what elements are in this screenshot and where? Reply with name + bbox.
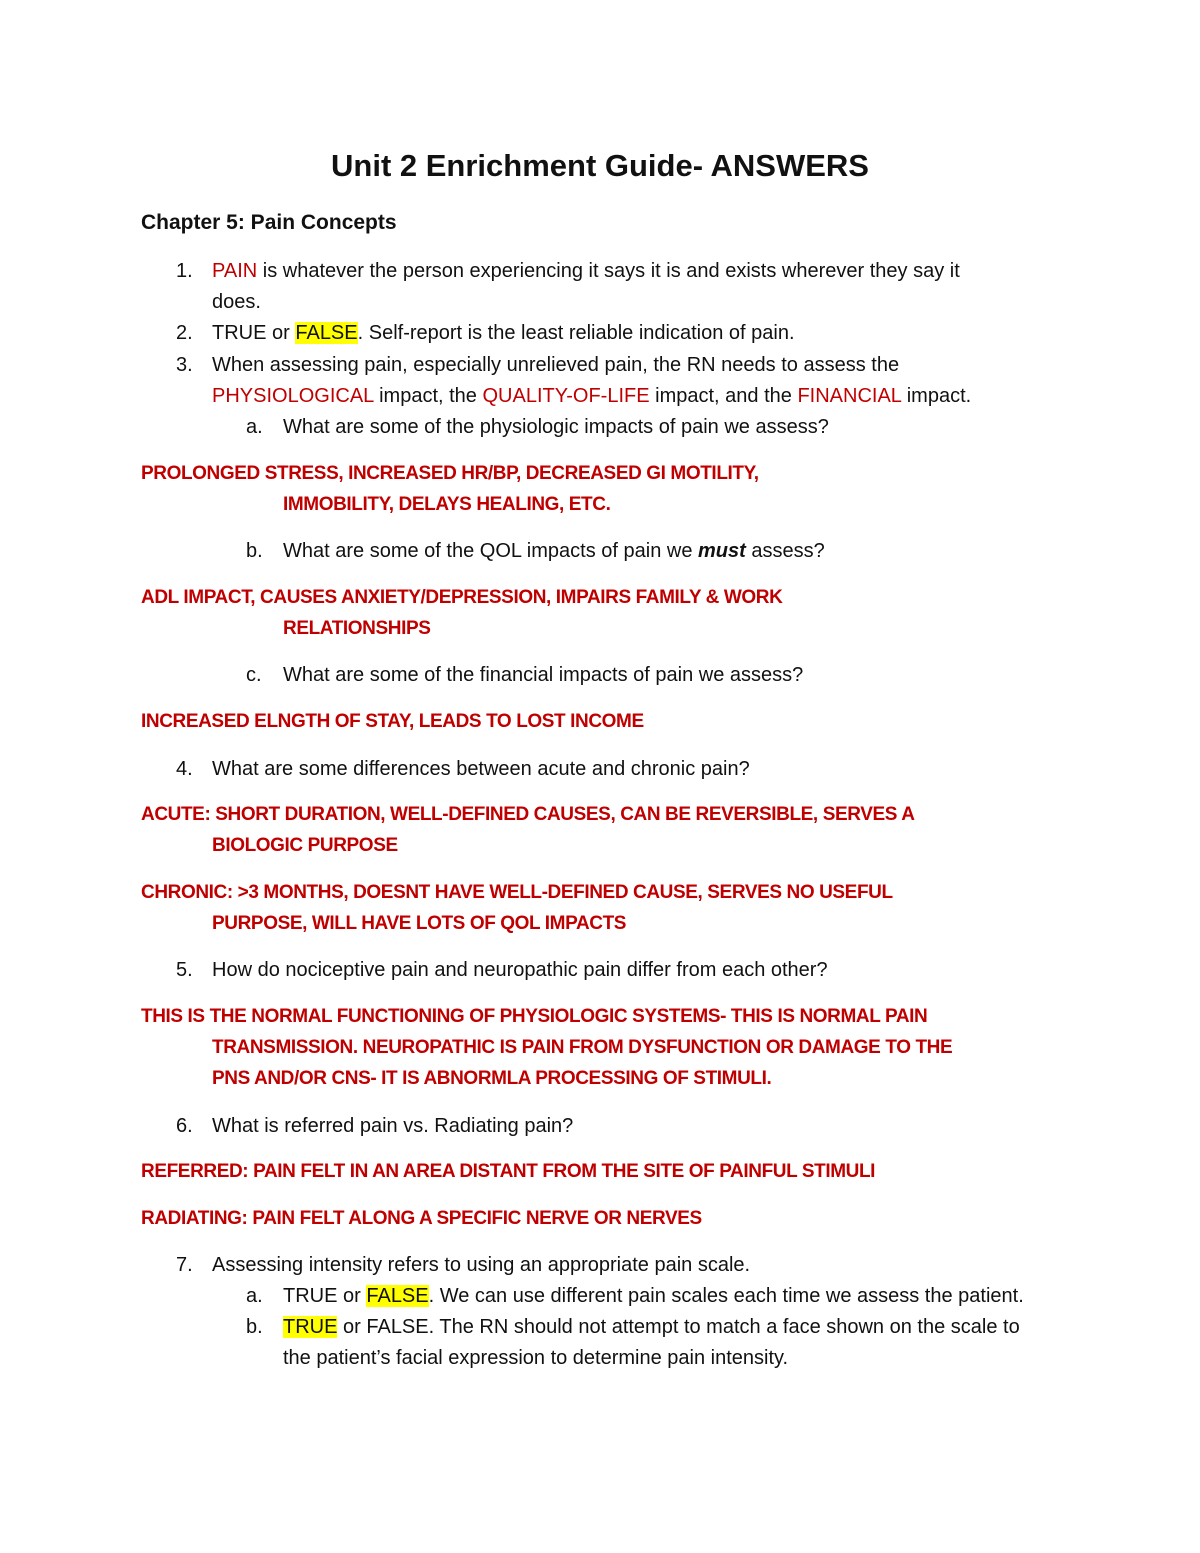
q3-line2 <box>212 384 971 408</box>
q3a-letter: a. <box>246 416 263 438</box>
q7a-letter: a. <box>246 1285 263 1307</box>
q7b-text: . The RN should not attempt to match a face shown on the scale to <box>428 1316 1020 1338</box>
q7b-true-highlight: TRUE <box>283 1316 338 1338</box>
q5-answer-line1: THIS IS THE NORMAL FUNCTIONING OF PHYSIOLOGIC SYSTEMS- THIS IS NORMAL PAIN <box>141 1006 928 1027</box>
q1-number: 1. <box>176 260 193 282</box>
q6-referred-answer: REFERRED: PAIN FELT IN AN AREA DISTANT FROM THE SITE OF PAINFUL STIMULI <box>141 1161 876 1182</box>
q3b-question-post: assess? <box>745 540 825 562</box>
q3b-answer-line1: ADL IMPACT, CAUSES ANXIETY/DEPRESSION, IMPAIRS FAMILY & WORK <box>141 587 783 608</box>
q7a-line <box>283 1284 1024 1308</box>
q3c-answer-line1: INCREASED ELNGTH OF STAY, LEADS TO LOST INCOME <box>141 711 644 732</box>
q3-financial: FINANCIAL <box>797 385 902 407</box>
q3-number: 3. <box>176 354 193 376</box>
q3b-question-pre: What are some of the QOL impacts of pain we <box>283 540 698 562</box>
q3a-answer-line1: PROLONGED STRESS, INCREASED HR/BP, DECREASED GI MOTILITY, <box>141 463 759 484</box>
q4-question: What are some differences between acute and chronic pain? <box>212 758 750 780</box>
q7b-letter: b. <box>246 1316 263 1338</box>
q3-quality-of-life: QUALITY-OF-LIFE <box>482 385 650 407</box>
q3-text3: impact. <box>901 385 972 407</box>
q6-radiating-answer: RADIATING: PAIN FELT ALONG A SPECIFIC NERVE OR NERVES <box>141 1208 702 1229</box>
q4-acute-line1: ACUTE: SHORT DURATION, WELL-DEFINED CAUSES, CAN BE REVERSIBLE, SERVES A <box>141 804 915 825</box>
q3-text2: impact, and the <box>649 385 798 407</box>
q7b-false: FALSE <box>366 1316 429 1338</box>
q6-number: 6. <box>176 1115 193 1137</box>
q5-answer-line2: TRANSMISSION. NEUROPATHIC IS PAIN FROM DYSFUNCTION OR DAMAGE TO THE <box>212 1037 953 1058</box>
q1-answer: PAIN <box>212 260 258 282</box>
q1-text: is whatever the person experiencing it says it is and exists wherever they say it <box>257 260 960 282</box>
q2-number: 2. <box>176 322 193 344</box>
q2-true: TRUE <box>212 322 267 344</box>
q3a-answer-line2: IMMOBILITY, DELAYS HEALING, ETC. <box>283 494 611 515</box>
q4-number: 4. <box>176 758 193 780</box>
q7a-text: . We can use different pain scales each time we assess the patient. <box>428 1285 1024 1307</box>
q7a-false-highlight: FALSE <box>366 1285 429 1307</box>
q3-text1: impact, the <box>373 385 483 407</box>
q3c-question: What are some of the financial impacts of pain we assess? <box>283 664 804 686</box>
q2-false-highlight: FALSE <box>295 322 358 344</box>
q7b-or: or <box>337 1316 367 1338</box>
q7b-line <box>283 1315 1020 1339</box>
q4-chronic-line1: CHRONIC: >3 MONTHS, DOESNT HAVE WELL-DEFINED CAUSE, SERVES NO USEFUL <box>141 882 893 903</box>
chapter-heading: Chapter 5: Pain Concepts <box>141 211 397 234</box>
q7b-text-cont: the patient’s facial expression to determine pain intensity. <box>283 1347 789 1369</box>
q5-answer-line3: PNS AND/OR CNS- IT IS ABNORMLA PROCESSING OF STIMULI. <box>212 1068 772 1089</box>
q3a-question: What are some of the physiologic impacts of pain we assess? <box>283 416 829 438</box>
q7a-true: TRUE <box>283 1285 338 1307</box>
q3b-question <box>283 539 825 563</box>
q7-number: 7. <box>176 1254 193 1276</box>
q5-number: 5. <box>176 959 193 981</box>
q3b-letter: b. <box>246 540 263 562</box>
q6-question: What is referred pain vs. Radiating pain? <box>212 1115 574 1137</box>
q7a-or: or <box>337 1285 367 1307</box>
q4-acute-line2: BIOLOGIC PURPOSE <box>212 835 398 856</box>
document-title: Unit 2 Enrichment Guide- ANSWERS <box>331 148 869 183</box>
q3b-question-emphasis: must <box>698 540 746 562</box>
q7-question: Assessing intensity refers to using an appropriate pain scale. <box>212 1254 751 1276</box>
q3b-answer-line2: RELATIONSHIPS <box>283 618 431 639</box>
q4-chronic-line2: PURPOSE, WILL HAVE LOTS OF QOL IMPACTS <box>212 913 627 934</box>
q1-line <box>212 259 960 283</box>
q3-line1: When assessing pain, especially unrelieved pain, the RN needs to assess the <box>212 354 900 376</box>
q3-physiological: PHYSIOLOGICAL <box>212 385 374 407</box>
q1-text-cont: does. <box>212 291 261 313</box>
q2-or: or <box>266 322 296 344</box>
q3c-letter: c. <box>246 664 262 686</box>
q2-text: . Self-report is the least reliable indication of pain. <box>357 322 795 344</box>
q5-question: How do nociceptive pain and neuropathic pain differ from each other? <box>212 959 828 981</box>
q2-line <box>212 321 795 345</box>
